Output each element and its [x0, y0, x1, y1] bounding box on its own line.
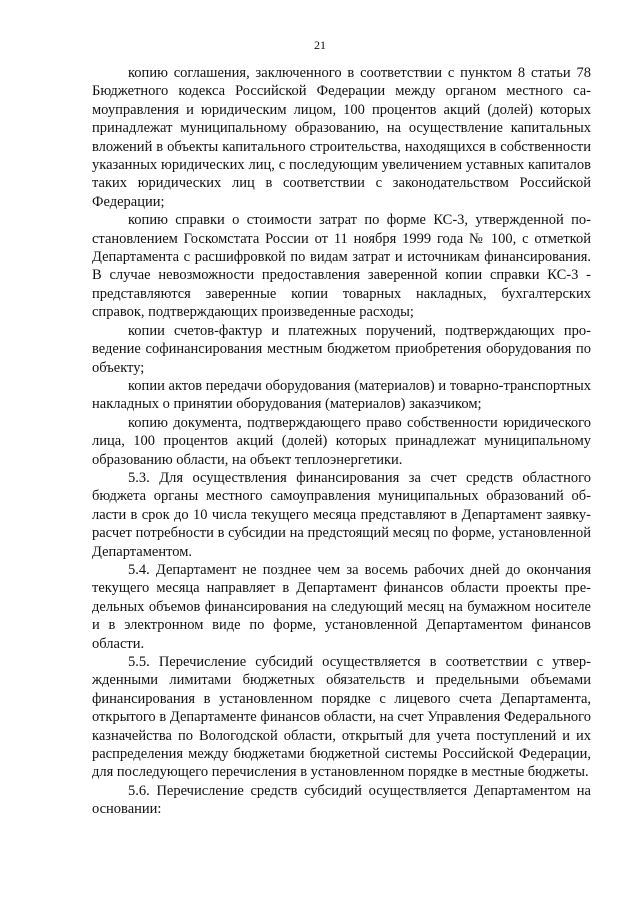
paragraph-5-5: 5.5. Перечисление субсидий осуществляется в соответствии с утвержденными лимитами бюджетных обязательств и предельными объемами финансирования в установленном порядке с лицевого счета Департамента, открытого в Департаменте финансов области, на счет Управления Федерального казначейства по Вологодской области, открытый для учета поступлений и их распределения между бюджетами бюджетной системы Российской Федерации, для последующего перечисления в установленном порядке в местные бюджеты.	[92, 654, 591, 781]
paragraph-ownership-document: копию документа, подтверждающего право собственности юридического лица, 100 процентов акций (долей) которых принадлежат муниципальному образованию области, на объект теплоэнергетики.	[92, 414, 591, 468]
document-body	[92, 64, 591, 819]
paragraph-5-3: 5.3. Для осуществления финансирования за счет средств областного бюджета органы местного самоуправления муниципальных образований области в срок до 10 числа текущего месяца представляют в Департамент заявку-расчет потребности в субсидии на предстоящий месяц по форме, установленной Департаментом.	[92, 469, 591, 560]
paragraph-5-6: 5.6. Перечисление средств субсидий осуществляется Департаментом на основании:	[92, 782, 591, 818]
paragraph-agreement-copy: копию соглашения, заключенного в соответствии с пунктом 8 статьи 78 Бюджетного кодекса Российской Федерации между органом местного самоуправления и юридическим лицом, 100 процентов акций (долей) которых принадлежат муниципальному образованию, на осуществление капитальных вложений в объекты капитального строительства, находящихся в собственности указанных юридических лиц, с последующим увеличением уставных капиталов таких юридических лиц в соответствии с законодательством Российской Федерации;	[92, 65, 591, 210]
paragraph-invoices: копии счетов-фактур и платежных поручений, подтверждающих проведение софинансирования местным бюджетом приобретения оборудования по объекту;	[92, 322, 591, 376]
paragraph-transfer-acts: копии актов передачи оборудования (материалов) и товарно-транспортных накладных о принятии оборудования (материалов) заказчиком;	[92, 377, 591, 413]
paragraph-5-4: 5.4. Департамент не позднее чем за восемь рабочих дней до окончания текущего месяца направляет в Департамент финансов области проекты предельных объемов финансирования на следующий месяц на бумажном носителе и в электронном виде по форме, установленной Департаментом финансов области.	[92, 561, 591, 652]
page-number: 21	[314, 38, 326, 52]
paragraph-ks3-certificate: копию справки о стоимости затрат по форме КС-3, утвержденной постановлением Госкомстата России от 11 ноября 1999 года № 100, с отметкой Департамента с расшифровкой по видам затрат и источникам финансирования. В случае невозможности предоставления заверенной копии справки КС-3 - представляются заверенные копии товарных накладных, бухгалтерских справок, подтверждающих произведенные расходы;	[92, 212, 591, 321]
